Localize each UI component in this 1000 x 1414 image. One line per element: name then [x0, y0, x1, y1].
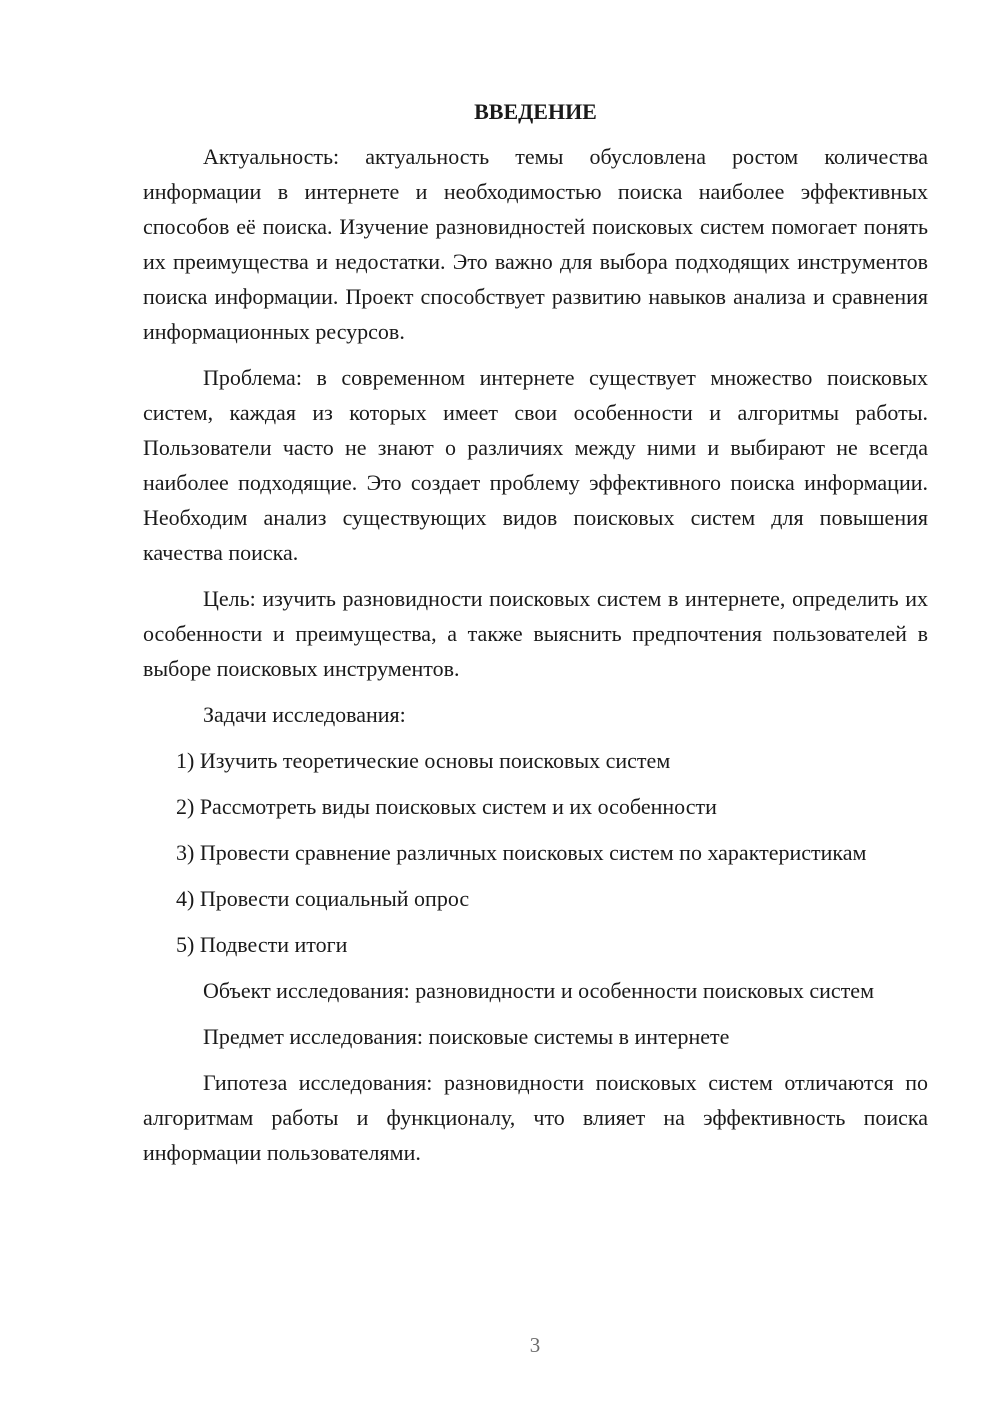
- section-heading: ВВЕДЕНИЕ: [474, 99, 597, 124]
- paragraph-goal: Цель: изучить разновидности поисковых систем в интернете, определить их особенности и преимущества, а также выяснить предпочтения пользователей в выборе поисковых инструментов.: [143, 586, 928, 681]
- page-number: 3: [529, 1333, 541, 1357]
- document-page: [143, 94, 928, 1181]
- task-item-2: 2) Рассмотреть виды поисковых систем и их особенности: [176, 794, 717, 819]
- paragraph-problem: Проблема: в современном интернете существует множество поисковых систем, каждая из которых имеет свои особенности и алгоритмы работы. Пользователи часто не знают о различиях между ними и выбирают не всегда наиболее подходящие. Это создает проблему эффективного поиска информации. Необходим анализ существующих видов поисковых систем для повышения качества поиска.: [143, 365, 928, 565]
- paragraph-relevance: Актуальность: актуальность темы обусловлена ростом количества информации в интернете и необходимостью поиска наиболее эффективных способов её поиска. Изучение разновидностей поисковых систем помогает понять их преимущества и недостатки. Это важно для выбора подходящих инструментов поиска информации. Проект способствует развитию навыков анализа и сравнения информационных ресурсов.: [143, 144, 928, 344]
- paragraph-subject: Предмет исследования: поисковые системы в интернете: [203, 1024, 730, 1049]
- task-item-5: 5) Подвести итоги: [176, 932, 348, 957]
- paragraph-object: Объект исследования: разновидности и особенности поисковых систем: [203, 978, 874, 1003]
- task-item-4: 4) Провести социальный опрос: [176, 886, 470, 911]
- tasks-title: Задачи исследования:: [203, 702, 406, 727]
- task-item-3: 3) Провести сравнение различных поисковых систем по характеристикам: [176, 840, 867, 865]
- paragraph-hypothesis: Гипотеза исследования: разновидности поисковых систем отличаются по алгоритмам работы и функционалу, что влияет на эффективность поиска информации пользователями.: [143, 1070, 928, 1165]
- task-item-1: 1) Изучить теоретические основы поисковых систем: [176, 748, 671, 773]
